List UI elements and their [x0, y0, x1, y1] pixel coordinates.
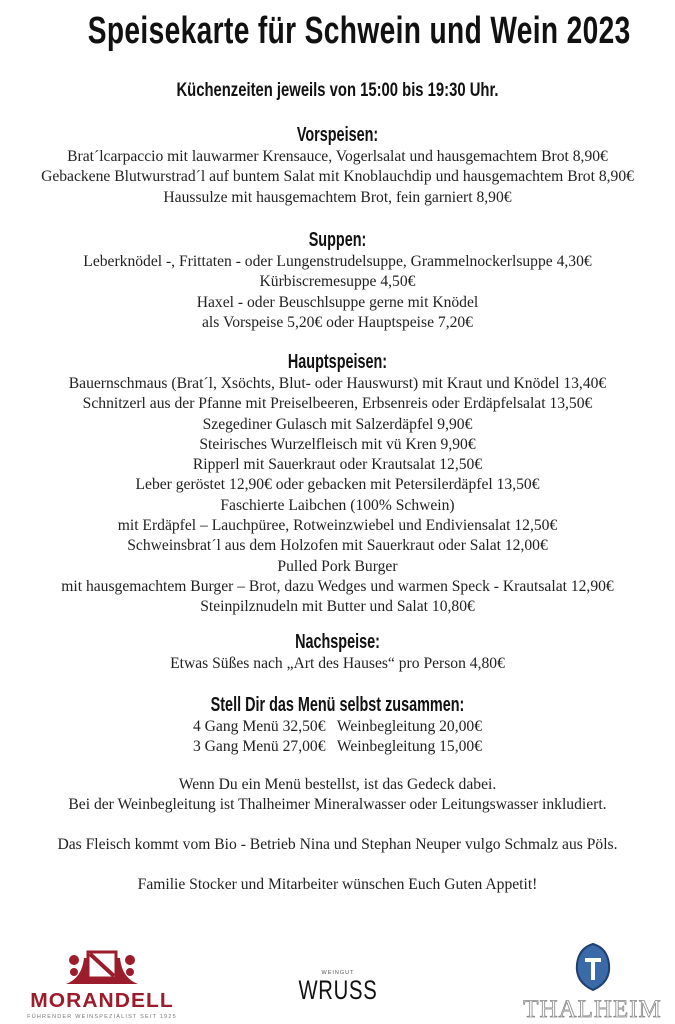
menu-item: Faschierte Laibchen (100% Schwein)	[220, 496, 455, 514]
menu-item: Steirisches Wurzelfleisch mit vü Kren 9,90€	[199, 435, 476, 453]
menu-item: 3 Gang Menü 27,00€ Weinbegleitung 15,00€	[192, 738, 483, 756]
notes	[0, 775, 675, 816]
menu-item: mit Erdäpfel – Lauchpüree, Rotweinzwiebel und Endiviensalat 12,50€	[117, 517, 558, 535]
menu-item: 4 Gang Menü 32,50€ Weinbegleitung 20,00€	[192, 718, 483, 735]
wruss-small: WEINGUT	[321, 970, 355, 976]
morandell-crest-icon	[62, 948, 142, 986]
note: Das Fleisch kommt vom Bio - Betrieb Nina und Stephan Neuper vulgo Schmalz aus Pöls.	[57, 836, 618, 853]
note: Bei der Weinbegleitung ist Thalheimer Mineralwasser oder Leitungswasser inkludiert.	[68, 796, 607, 814]
menu-item: Schweinsbrat´l aus dem Holzofen mit Sauerkraut oder Salat 12,00€	[127, 537, 548, 555]
morandell-tagline: FÜHRENDER WEINSPEZIALIST SEIT 1925	[27, 1014, 177, 1020]
wruss-logo	[278, 970, 398, 1004]
section-nachspeise	[0, 630, 675, 674]
morandell-logo	[12, 948, 192, 1020]
section-menu	[0, 693, 675, 758]
section-heading: Nachspeise:	[295, 631, 380, 653]
menu-item: mit hausgemachtem Burger – Brot, dazu Wedges und warmen Speck - Krautsalat 12,90€	[61, 577, 614, 595]
note: Familie Stocker und Mitarbeiter wünschen Euch Guten Appetit!	[137, 876, 538, 893]
menu-item: Schnitzerl aus der Pfanne mit Preiselbeeren, Erbsenreis oder Erdäpfelsalat 13,50€	[82, 395, 593, 413]
menu-item: als Vorspeise 5,20€ oder Hauptspeise 7,20€	[202, 313, 473, 331]
section-suppen	[0, 228, 675, 333]
menu-item: Ripperl mit Sauerkraut oder Krautsalat 12,50€	[192, 456, 483, 474]
menu-item: Haussulze mit hausgemachtem Brot, fein garniert 8,90€	[163, 188, 512, 206]
thalheim-name: THALHEIM	[523, 996, 662, 1023]
thalheim-logo	[520, 942, 665, 1023]
section-vorspeisen	[0, 123, 675, 208]
menu-item: Gebackene Blutwurstrad´l auf buntem Salat mit Knoblauchdip und hausgemachtem Brot 8,90€	[41, 168, 634, 186]
menu-item: Szegediner Gulasch mit Salzerdäpfel 9,90€	[202, 415, 473, 433]
menu-item: Pulled Pork Burger	[277, 557, 398, 575]
morandell-name: MORANDELL	[30, 990, 174, 1012]
thalheim-crest-icon	[573, 942, 613, 992]
menu-item: Etwas Süßes nach „Art des Hauses“ pro Person 4,80€	[170, 655, 505, 672]
menu-item: Haxel - oder Beuschlsuppe gerne mit Knödel	[196, 293, 479, 311]
section-hauptspeisen	[0, 350, 675, 618]
menu-item: Brat´lcarpaccio mit lauwarmer Krensauce, Vogerlsalat und hausgemachtem Brot 8,90€	[67, 148, 608, 165]
section-heading: Hauptspeisen:	[287, 351, 388, 373]
menu-item: Steinpilznudeln mit Butter und Salat 10,80€	[200, 598, 475, 616]
menu-item: Leber geröstet 12,90€ oder gebacken mit Petersilerdäpfel 13,50€	[135, 476, 540, 494]
page-title: Speisekarte für Schwein und Wein 2023	[87, 10, 631, 52]
section-heading: Vorspeisen:	[296, 124, 379, 146]
note: Wenn Du ein Menü bestellst, ist das Gedeck dabei.	[178, 776, 497, 793]
kitchen-hours: Küchenzeiten jeweils von 15:00 bis 19:30 Uhr.	[176, 80, 499, 101]
menu-item: Leberknödel -, Frittaten - oder Lungenstrudelsuppe, Grammelnockerlsuppe 4,30€	[83, 253, 592, 270]
section-heading: Suppen:	[308, 229, 367, 251]
section-heading: Stell Dir das Menü selbst zusammen:	[210, 694, 465, 716]
wruss-name: WRUSS	[298, 975, 378, 1005]
menu-item: Bauernschmaus (Brat´l, Xsöchts, Blut- oder Hauswurst) mit Kraut und Knödel 13,40€	[68, 375, 607, 392]
menu-item: Kürbiscremesuppe 4,50€	[259, 273, 416, 291]
